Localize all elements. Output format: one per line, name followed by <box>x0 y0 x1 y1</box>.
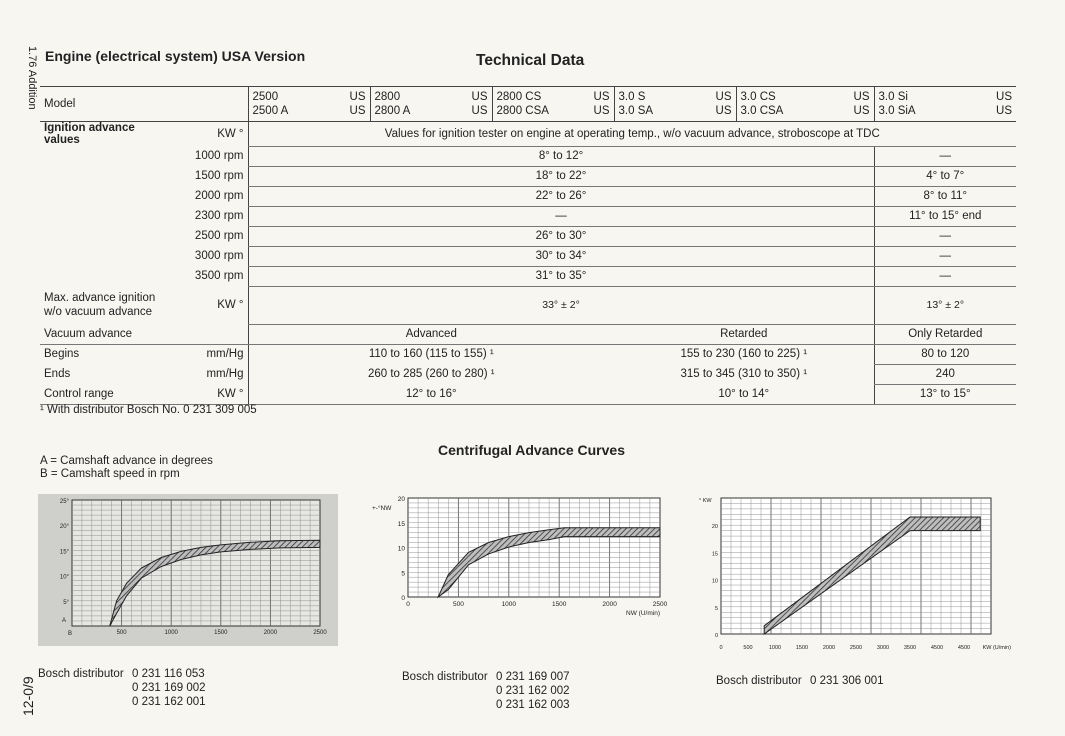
rpm-si-value: — <box>874 146 1016 166</box>
x-tick-label: 500 <box>116 630 127 636</box>
ctrl-retarded: 10° to 14° <box>614 384 874 404</box>
model-cell: 2800 US 2800 A US <box>370 87 492 122</box>
rpm-si-value: 8° to 11° <box>874 186 1016 206</box>
begins-si: 80 to 120 <box>874 344 1016 364</box>
max-value: 33° ± 2° <box>248 286 874 324</box>
model-cell: 2800 CS US 2800 CSA US <box>492 87 614 122</box>
x-tick-label: 1500 <box>795 645 809 651</box>
rpm-label: 3000 rpm <box>194 250 244 262</box>
max-label-1: Max. advance ignition <box>44 292 156 304</box>
begins-retarded: 155 to 230 (160 to 225) ¹ <box>680 348 808 361</box>
curves-title: Centrifugal Advance Curves <box>438 442 625 458</box>
begins-label: Begins <box>44 348 80 361</box>
y-tick-label: 0 <box>714 633 718 639</box>
max-si-value: 13° ± 2° <box>874 286 1016 324</box>
max-advance-row <box>40 286 1016 324</box>
x-axis-label: KW (U/min) <box>982 645 1011 651</box>
caption-1-label: Bosch distributor <box>38 668 124 680</box>
y-tick-label: 5 <box>714 605 718 612</box>
legend-b: B = Camshaft speed in rpm <box>40 468 180 480</box>
plot-area <box>72 500 320 626</box>
x-axis-label: NW (U/min) <box>626 610 660 617</box>
ctrl-si: 13° to 15° <box>874 384 1016 404</box>
rpm-value: 31° to 35° <box>248 266 874 286</box>
rpm-label: 1500 rpm <box>194 170 244 182</box>
rpm-value: 18° to 22° <box>248 166 874 186</box>
max-unit: KW ° <box>217 299 244 311</box>
max-label-2: w/o vacuum advance <box>44 306 153 318</box>
vac-advanced: Advanced <box>248 324 614 344</box>
x-tick-label: 2000 <box>602 601 617 608</box>
advance-curve-chart-3 <box>695 494 1015 658</box>
rpm-label: 1000 rpm <box>194 150 244 162</box>
rpm-row <box>40 246 1016 266</box>
caption-2-number: 0 231 162 003 <box>496 699 570 711</box>
rpm-row <box>40 226 1016 246</box>
model-cell: 3.0 S US 3.0 SA US <box>614 87 736 122</box>
rpm-row <box>40 166 1016 186</box>
x-tick-label: 4500 <box>930 645 944 651</box>
y-axis-label: ° KW <box>699 498 712 504</box>
y-tick-label: 25° <box>59 499 69 505</box>
caption-3-number: 0 231 306 001 <box>810 675 884 687</box>
x-tick-label: 1500 <box>214 630 228 636</box>
x-tick-label: 2500 <box>313 630 327 636</box>
ignition-header-row <box>40 122 1016 147</box>
ctrl-label: Control range <box>40 384 170 404</box>
model-row <box>40 87 1016 122</box>
y-tick-label: 10 <box>397 545 405 553</box>
model-cell: 3.0 CS US 3.0 CSA US <box>736 87 874 122</box>
ends-row <box>40 364 1016 384</box>
vac-retarded: Retarded <box>614 324 874 344</box>
rpm-label: 2000 rpm <box>194 190 244 202</box>
y-tick-label: 15° <box>59 549 69 556</box>
vac-only-retarded: Only Retarded <box>874 324 1016 344</box>
caption-3-label: Bosch distributor <box>716 675 802 687</box>
x-tick-label: 1000 <box>768 645 782 651</box>
x-tick-label: 4500 <box>957 645 971 651</box>
y-tick-label: 10° <box>59 574 69 581</box>
begins-unit: mm/Hg <box>206 348 244 361</box>
y-tick-label: 15 <box>397 520 405 528</box>
ctrl-unit: KW ° <box>170 384 248 404</box>
x-tick-label: 2000 <box>822 645 836 651</box>
rpm-row <box>40 266 1016 286</box>
advance-curve-chart-2 <box>370 490 670 620</box>
x-tick-label: 2000 <box>263 630 278 636</box>
rpm-value: 22° to 26° <box>248 186 874 206</box>
rpm-si-value: — <box>874 246 1016 266</box>
caption-2-number: 0 231 169 007 <box>496 671 570 683</box>
y-tick-label: 20 <box>397 496 405 503</box>
rpm-label: 3500 rpm <box>194 270 244 282</box>
rpm-value: 8° to 12° <box>248 146 874 166</box>
x-tick-label: 3500 <box>903 645 917 651</box>
vac-label: Vacuum advance <box>40 324 170 344</box>
y-tick-label: 20 <box>711 524 718 531</box>
rpm-si-value: — <box>874 266 1016 286</box>
y-tick-label: 20° <box>59 524 69 531</box>
page-tag: 1.76 Addition <box>26 46 38 110</box>
caption-1-number: 0 231 162 001 <box>132 696 206 708</box>
x-tick-label: 1000 <box>501 601 517 608</box>
ends-si: 240 <box>874 364 1016 384</box>
begins-advanced: 110 to 160 (115 to 155) ¹ <box>248 344 614 364</box>
x-axis-label: B <box>68 631 73 637</box>
x-tick-label: 500 <box>743 645 753 651</box>
y-tick-label: 15 <box>711 551 718 558</box>
x-tick-label: 1500 <box>551 601 567 608</box>
ctrl-advanced: 12° to 16° <box>248 384 614 404</box>
y-axis-label: +-°NW <box>372 505 392 512</box>
caption-1-number: 0 231 116 053 <box>132 668 205 680</box>
x-tick-label: 500 <box>452 601 464 608</box>
ign-note: Values for ignition tester on engine at operating temp., w/o vacuum advance, stroboscope at TDC <box>248 122 1016 147</box>
control-range-row <box>40 384 1016 404</box>
rpm-si-value: — <box>874 226 1016 246</box>
section-title: Engine (electrical system) USA Version <box>45 48 306 64</box>
y-tick-label: 5° <box>63 599 69 606</box>
x-tick-label: 3000 <box>876 645 890 651</box>
page-number: 12-0/9 <box>20 676 36 716</box>
caption-2-label: Bosch distributor <box>402 671 488 683</box>
ends-unit: mm/Hg <box>206 368 244 380</box>
x-tick-label: 1000 <box>164 630 178 636</box>
x-tick-label: 2500 <box>849 645 863 651</box>
rpm-row <box>40 186 1016 206</box>
x-tick-label: 0 <box>406 601 410 608</box>
legend-a: A = Camshaft advance in degrees <box>40 455 213 467</box>
y-tick-label: 5 <box>401 570 405 578</box>
rpm-value: 30° to 34° <box>248 246 874 266</box>
caption-1-number: 0 231 169 002 <box>132 682 206 694</box>
caption-2-number: 0 231 162 002 <box>496 685 570 697</box>
advance-curve-chart-1 <box>38 494 338 646</box>
rpm-row <box>40 206 1016 226</box>
model-cell: 3.0 Si US 3.0 SiA US <box>874 87 1016 122</box>
page-title: Technical Data <box>476 52 585 69</box>
model-label: Model <box>40 87 248 122</box>
y-axis-label: A <box>62 618 67 624</box>
model-cell: 2500 US 2500 A US <box>248 87 370 122</box>
rpm-row <box>40 146 1016 166</box>
ends-advanced: 260 to 285 (260 to 280) ¹ <box>248 364 614 384</box>
y-tick-label: 10 <box>711 578 718 585</box>
ends-label: Ends <box>44 368 71 380</box>
rpm-si-value: 4° to 7° <box>874 166 1016 186</box>
footnote: ¹ With distributor Bosch No. 0 231 309 005 <box>40 404 257 416</box>
rpm-label: 2300 rpm <box>194 210 244 222</box>
ends-retarded: 315 to 345 (310 to 350) ¹ <box>680 368 808 380</box>
x-tick-label: 0 <box>719 645 723 651</box>
rpm-value: — <box>248 206 874 226</box>
y-tick-label: 0 <box>401 595 405 602</box>
technical-data-table <box>40 86 1016 405</box>
rpm-label: 2500 rpm <box>194 230 244 242</box>
rpm-si-value: 11° to 15° end <box>874 206 1016 226</box>
ign-unit: KW ° <box>217 128 244 140</box>
x-tick-label: 2500 <box>652 601 668 608</box>
rpm-value: 26° to 30° <box>248 226 874 246</box>
ign-label: Ignition advance values <box>44 122 135 146</box>
vacuum-row <box>40 324 1016 344</box>
begins-row <box>40 344 1016 364</box>
